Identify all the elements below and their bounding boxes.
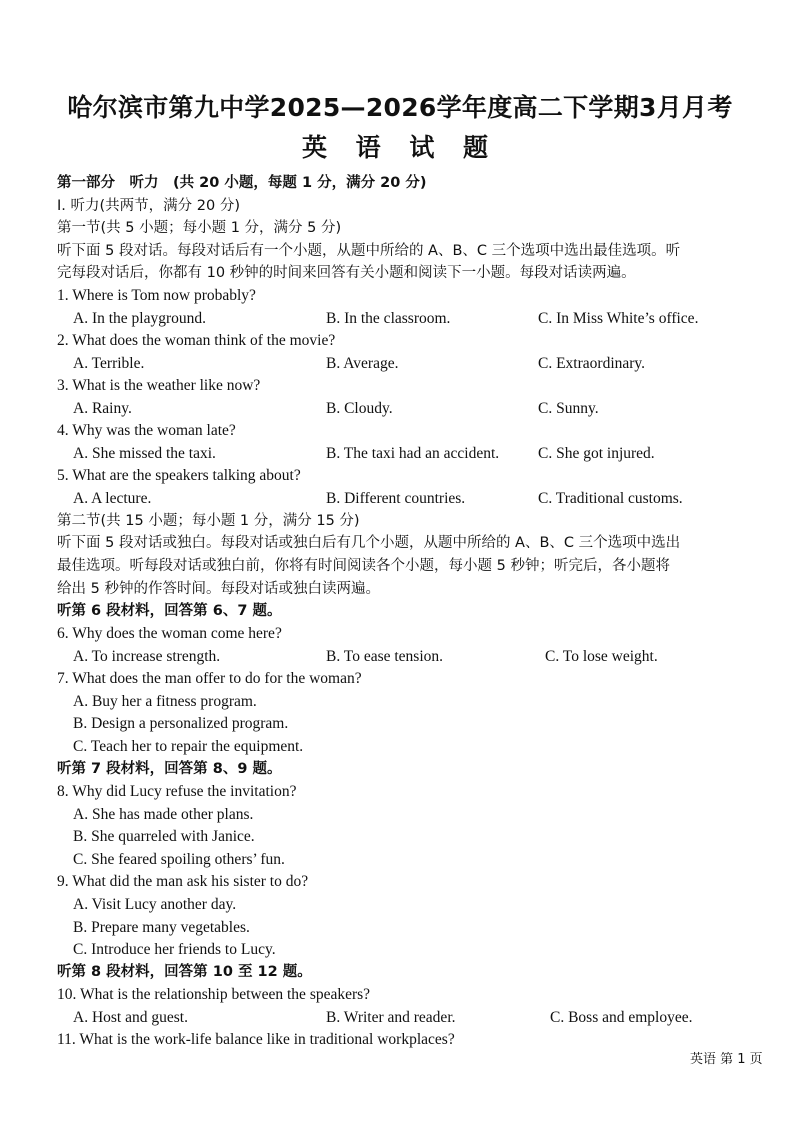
material-heading: 听第 7 段材料，回答第 8、9 题。 xyxy=(57,761,282,777)
option-a: A. A lecture. xyxy=(73,490,152,507)
option-b: B. Prepare many vegetables. xyxy=(73,919,250,936)
page-number: 英语 第 1 页 xyxy=(690,1052,763,1067)
option-a: A. Buy her a fitness program. xyxy=(73,693,257,710)
option-a: A. She has made other plans. xyxy=(73,806,254,823)
option-c: C. She got injured. xyxy=(538,445,655,462)
material-heading: 听第 6 段材料，回答第 6、7 题。 xyxy=(57,603,282,619)
option-a: A. Visit Lucy another day. xyxy=(73,896,237,913)
exam-title: 哈尔滨市第九中学2025—2026学年度高二下学期3月月考 xyxy=(67,93,733,122)
section2-instruction-line: 最佳选项。听每段对话或独白前，你将有时间阅读各个小题，每小题 5 秒钟；听完后，各小题将 xyxy=(57,558,670,574)
section1-instruction-line: 完每段对话后，你都有 10 秒钟的时间来回答有关小题和阅读下一小题。每段对话读两遍。 xyxy=(57,265,636,281)
option-b: B. To ease tension. xyxy=(326,648,444,665)
option-c: C. She feared spoiling others’ fun. xyxy=(73,851,285,868)
option-c: C. Teach her to repair the equipment. xyxy=(73,738,304,755)
option-c: C. Extraordinary. xyxy=(538,355,646,372)
option-b: B. Average. xyxy=(326,355,399,372)
option-b: B. In the classroom. xyxy=(326,310,451,327)
option-a: A. Host and guest. xyxy=(73,1009,188,1026)
question-stem: 4. Why was the woman late? xyxy=(57,422,236,439)
question-stem: 11. What is the work-life balance like in traditional workplaces? xyxy=(57,1031,455,1048)
option-c: C. Boss and employee. xyxy=(550,1009,693,1026)
listening-heading: I. 听力(共两节，满分 20 分) xyxy=(57,198,240,214)
option-a: A. Terrible. xyxy=(73,355,145,372)
option-a: A. Rainy. xyxy=(73,400,132,417)
question-stem: 9. What did the man ask his sister to do? xyxy=(57,873,309,890)
option-a: A. She missed the taxi. xyxy=(73,445,216,462)
option-a: A. In the playground. xyxy=(73,310,207,327)
option-b: B. Different countries. xyxy=(326,490,466,507)
option-c: C. Introduce her friends to Lucy. xyxy=(73,941,276,958)
section1-instruction-line: 听下面 5 段对话。每段对话后有一个小题，从题中所给的 A、B、C 三个选项中选出最佳选项。听 xyxy=(57,243,681,259)
option-b: B. Design a personalized program. xyxy=(73,715,289,732)
question-stem: 8. Why did Lucy refuse the invitation? xyxy=(57,783,297,800)
option-b: B. Writer and reader. xyxy=(326,1009,456,1026)
option-c: C. In Miss White’s office. xyxy=(538,310,699,327)
section2-heading: 第二节(共 15 小题；每小题 1 分，满分 15 分) xyxy=(57,513,360,529)
question-stem: 3. What is the weather like now? xyxy=(57,377,261,394)
section1-heading: 第一节(共 5 小题；每小题 1 分，满分 5 分) xyxy=(57,220,342,236)
question-stem: 2. What does the woman think of the movie? xyxy=(57,332,336,349)
material-heading: 听第 8 段材料，回答第 10 至 12 题。 xyxy=(57,964,312,980)
option-b: B. She quarreled with Janice. xyxy=(73,828,255,845)
question-stem: 6. Why does the woman come here? xyxy=(57,625,282,642)
option-a: A. To increase strength. xyxy=(73,648,221,665)
question-stem: 10. What is the relationship between the speakers? xyxy=(57,986,371,1003)
exam-subtitle: 英 语 试 题 xyxy=(301,133,499,162)
option-c: C. Traditional customs. xyxy=(538,490,683,507)
option-c: C. Sunny. xyxy=(538,400,599,417)
section2-instruction-line: 听下面 5 段对话或独白。每段对话或独白后有几个小题，从题中所给的 A、B、C 三个选项中选出 xyxy=(57,535,681,551)
option-b: B. Cloudy. xyxy=(326,400,393,417)
question-stem: 5. What are the speakers talking about? xyxy=(57,467,301,484)
section2-instruction-line: 给出 5 秒钟的作答时间。每段对话或独白读两遍。 xyxy=(57,581,380,597)
option-c: C. To lose weight. xyxy=(545,648,658,665)
question-stem: 7. What does the man offer to do for the woman? xyxy=(57,670,362,687)
part-heading: 第一部分 听力 (共 20 小题，每题 1 分，满分 20 分) xyxy=(57,175,427,191)
question-stem: 1. Where is Tom now probably? xyxy=(57,287,256,304)
option-b: B. The taxi had an accident. xyxy=(326,445,500,462)
